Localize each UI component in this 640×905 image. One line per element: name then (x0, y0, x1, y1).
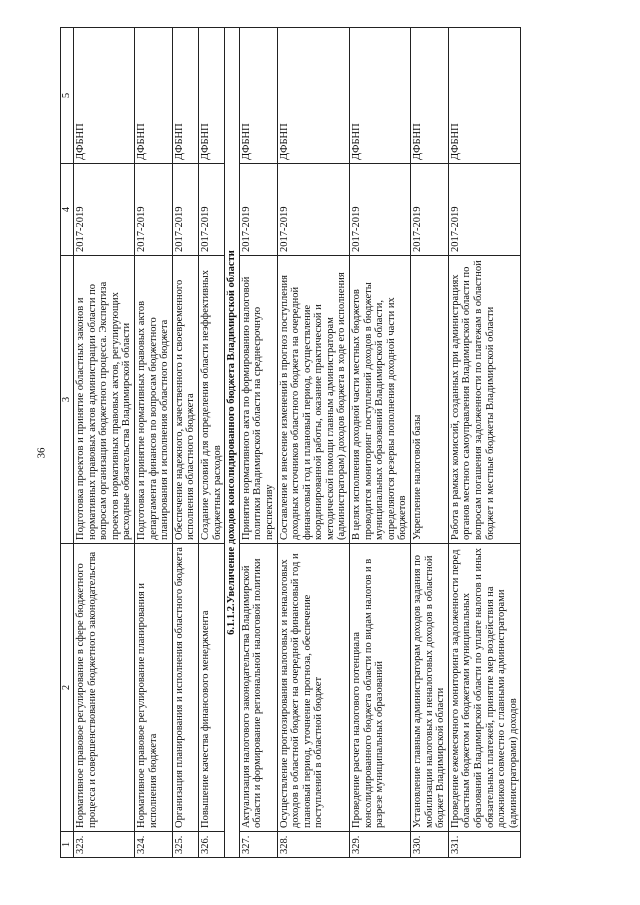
period-cell: 2017-2019 (277, 164, 350, 256)
table-row (350, 28, 411, 858)
table-row (411, 28, 449, 858)
content-cell: Составление и внесение изменений в прогноз поступления доходных источников областного бюджета на очередной финансовый год и плановый период, осуществление координированной работы, оказание практической и методической помощи главным администраторам (администраторам) доходов бюджета в ходе его исполнения (277, 256, 350, 544)
row-number: 329. (350, 832, 411, 858)
measure-cell: Проведение ежемесячного мониторинга задолженности перед областным бюджетом и бюджетами муниципальных образований Владимирской области по уплате налогов и иных обязательных платежей, принятие мер воздействия на должников совместно с главными администраторами (администраторами) доходов (448, 544, 521, 832)
period-cell: 2017-2019 (74, 164, 135, 256)
page-number: 36 (35, 447, 48, 459)
column-header: 5 (61, 28, 74, 164)
table-row (277, 28, 350, 858)
measure-cell: Проведение расчета налогового потенциала консолидированного бюджета области по видам налогов и в разрезе муниципальных образований (350, 544, 411, 832)
content-cell: Работа в рамках комиссий, созданных при администрациях органов местного самоуправления Владимирской области по вопросам погашения задолженности по платежам в областной бюджет и местные бюджеты Владимирской области (448, 256, 521, 544)
executor-cell: ДФБНП (448, 28, 521, 164)
executor-cell: ДФБНП (74, 28, 135, 164)
executor-cell: ДФБНП (350, 28, 411, 164)
content-cell: Укрепление налоговой базы (411, 256, 449, 544)
row-number: 324. (134, 832, 172, 858)
row-number: 328. (277, 832, 350, 858)
period-cell: 2017-2019 (350, 164, 411, 256)
table-row (198, 28, 224, 858)
row-number: 323. (74, 832, 135, 858)
row-number: 327. (239, 832, 277, 858)
executor-cell: ДФБНП (172, 28, 198, 164)
measure-cell: Повышение качества финансового менеджмента (198, 544, 224, 832)
column-header: 4 (61, 164, 74, 256)
measure-cell: Нормативное правовое регулирование планирования и исполнения бюджета (134, 544, 172, 832)
executor-cell: ДФБНП (277, 28, 350, 164)
measures-table (60, 27, 521, 858)
executor-cell: ДФБНП (411, 28, 449, 164)
executor-cell: ДФБНП (239, 28, 277, 164)
column-header: 3 (61, 256, 74, 544)
table-row (448, 28, 521, 858)
executor-cell: ДФБНП (198, 28, 224, 164)
content-cell: Подготовка и принятие нормативных правовых актов департамента финансов по вопросам бюджетного планирования и исполнения областного бюджета (134, 256, 172, 544)
section-header-row (225, 28, 240, 858)
period-cell: 2017-2019 (411, 164, 449, 256)
table-row (74, 28, 135, 858)
table-header-row (61, 28, 74, 858)
rotated-table-container (60, 28, 630, 858)
table-row (134, 28, 172, 858)
column-header: 1 (61, 832, 74, 858)
content-cell: Создание условий для определения области неэффективных бюджетных расходов (198, 256, 224, 544)
table-row (239, 28, 277, 858)
measure-cell: Нормативное правовое регулирование в сфере бюджетного процесса и совершенствование бюджетного законодательства (74, 544, 135, 832)
table-row (172, 28, 198, 858)
period-cell: 2017-2019 (239, 164, 277, 256)
period-cell: 2017-2019 (198, 164, 224, 256)
measure-cell: Установление главным администраторам доходов задания по мобилизации налоговых и неналоговых доходов в областной бюджет Владимирской области (411, 544, 449, 832)
period-cell: 2017-2019 (448, 164, 521, 256)
row-number: 330. (411, 832, 449, 858)
period-cell: 2017-2019 (172, 164, 198, 256)
content-cell: Принятие нормативного акта по формированию налоговой политики Владимирской области на среднесрочную перспективу (239, 256, 277, 544)
row-number: 325. (172, 832, 198, 858)
content-cell: В целях исполнения доходной части местных бюджетов проводится мониторинг поступлений доходов в бюджеты муниципальных образований Владимирской области, определяются резервы пополнения доходной части их бюджетов (350, 256, 411, 544)
period-cell: 2017-2019 (134, 164, 172, 256)
column-header: 2 (61, 544, 74, 832)
row-number: 326. (198, 832, 224, 858)
measure-cell: Организация планирования и исполнения областного бюджета (172, 544, 198, 832)
measure-cell: Актуализация налогового законодательства Владимирской области и формирование региональной налоговой политики (239, 544, 277, 832)
executor-cell: ДФБНП (134, 28, 172, 164)
content-cell: Обеспечение надежного, качественного и своевременного исполнения областного бюджета (172, 256, 198, 544)
section-title: 6.1.1.2.Увеличение доходов консолидированного бюджета Владимирской области (225, 28, 240, 858)
row-number: 331. (448, 832, 521, 858)
content-cell: Подготовка проектов и принятие областных законов и нормативных правовых актов администрации области по вопросам организации бюджетного процесса. Экспертиза проектов нормативных правовых актов, регулирующих расходные обязательства Владимирской области (74, 256, 135, 544)
measure-cell: Осуществление прогнозирования налоговых и неналоговых доходов в областной бюджет на очередной финансовый год и плановый период, уточнение прогноза, обеспечение поступлений в областной бюджет (277, 544, 350, 832)
